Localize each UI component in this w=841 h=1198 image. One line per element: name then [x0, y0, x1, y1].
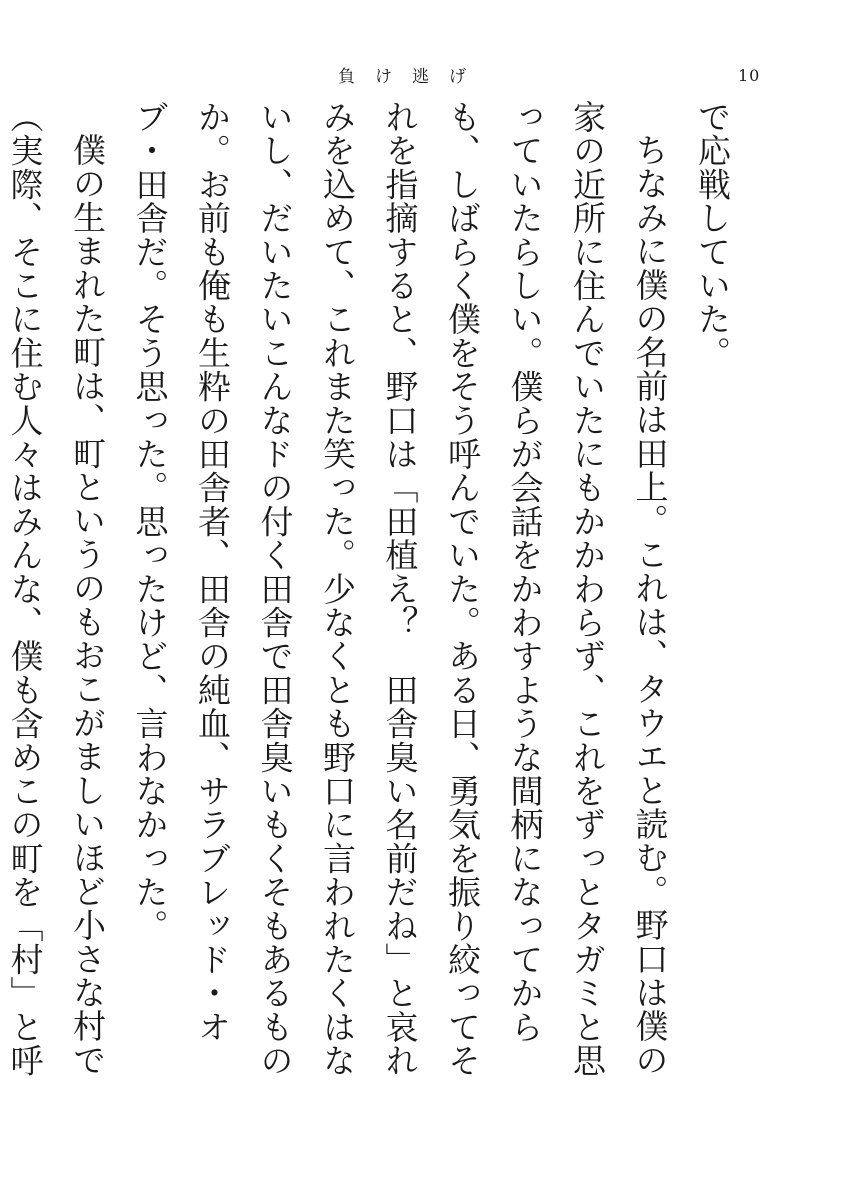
paragraph-3: 僕の生まれた町は、町というのもおこがましいほど小さな村で（実際、そこに住む人々はみんな、僕も含めこの町を「村」と呼: [5, 100, 107, 1078]
vertical-body-text: [0, 100, 743, 1100]
paragraph-2: ちなみに僕の名前は田上。これは、タウエと読む。野口は僕の家の近所に住んでいたにもかかわらず、これをずっとタガミと思っていたらしい。僕らが会話をかわすような間柄になってからも、しばらく僕をそう呼んでいた。ある日、勇気を振り絞ってそれを指摘すると、野口は「田植え？ 田舎臭い名前だね」と哀れみを込めて、これまた笑った。少なくとも野口に言われたくはないし、だいたいこんなドの付く田舎で田舎臭いもくそもあるものか。お前も俺も生粋の田舎者、田舎の純血、サラブレッド・オブ・田舎だ。そう思った。思ったけど、言わなかった。: [130, 100, 670, 1078]
page-number: 10: [738, 66, 761, 85]
paragraph-1: で応戦していた。: [693, 100, 732, 370]
running-head-title: 負け逃げ: [338, 67, 486, 87]
